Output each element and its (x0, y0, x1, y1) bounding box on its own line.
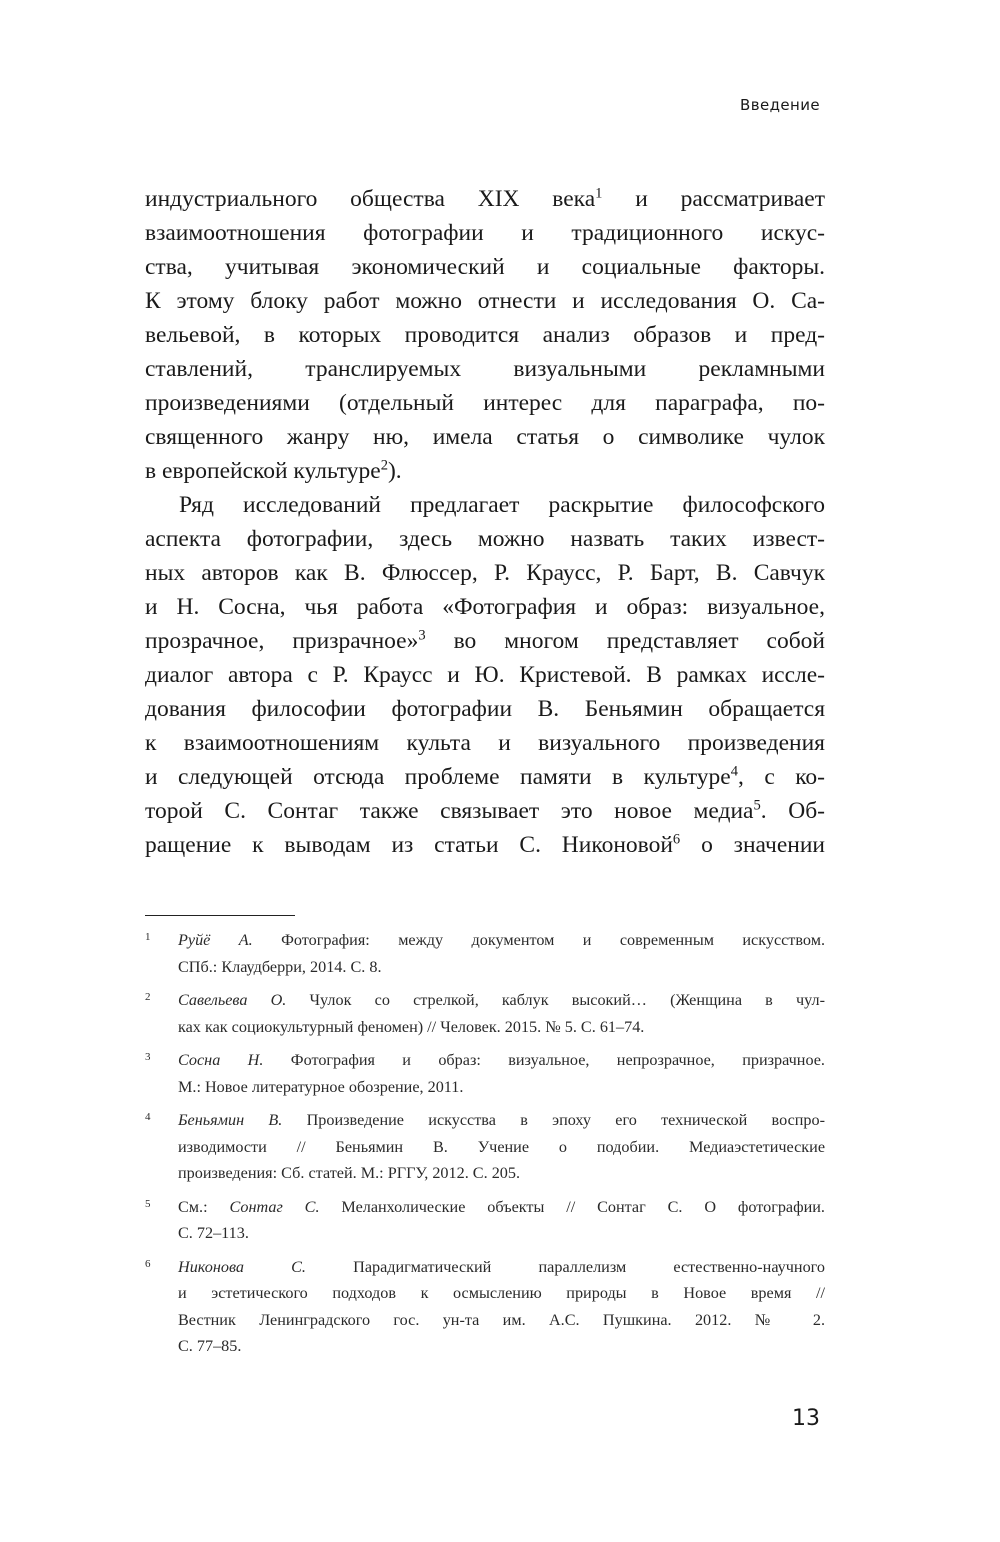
text-line: ства, учитывая экономический и социальные факторы. (145, 254, 825, 280)
text-line: дования философии фотографии В. Беньямин обращается (145, 696, 825, 722)
paragraph (145, 182, 825, 488)
text-line: священного жанру ню, имела статья о символике чулок (145, 424, 825, 450)
footnote-ref-3[interactable]: 3 (418, 627, 426, 644)
text-line: диалог автора с Р. Краусс и Ю. Кристевой. В рамках иссле- (145, 662, 825, 688)
page-number: 13 (792, 1406, 820, 1431)
footnote-line: произведения: Сб. статей. М.: РГГУ, 2012. С. 205. (178, 1164, 521, 1182)
main-text (145, 182, 825, 862)
footnote-line: СПб.: Клаудберри, 2014. С. 8. (178, 957, 382, 976)
footnote-4 (145, 1107, 825, 1187)
text-line: произведениями (отдельный интерес для параграфа, по- (145, 390, 825, 416)
footnote-author: Беньямин В. (178, 1111, 283, 1129)
text-line: ставлений, транслируемых визуальными рекламными (145, 356, 825, 382)
footnote-ref-5[interactable]: 5 (753, 797, 761, 814)
text-line: к взаимоотношениям культа и визуального произведения (145, 730, 825, 756)
footnote-author: Руйё А. (178, 931, 253, 949)
text-line: вельевой, в которых проводится анализ образов и пред- (145, 322, 825, 348)
footnote-number: 4 (145, 1111, 151, 1123)
footnote-line: С. 72–113. (178, 1224, 249, 1242)
footnote-line: ках как социокультурный феномен) // Человек. 2015. № 5. С. 61–74. (178, 1017, 645, 1036)
footnote-1 (145, 927, 825, 980)
footnote-line: С. 77–85. (178, 1337, 242, 1355)
footnote-6 (145, 1254, 825, 1360)
running-head: Введение (740, 96, 820, 114)
footnote-author: Сосна Н. (178, 1051, 264, 1069)
footnote-line: Савельева О. Чулок со стрелкой, каблук высокий… (Женщина в чул- (178, 991, 825, 1009)
footnote-line: Руйё А. Фотография: между документом и современным искусством. (178, 931, 825, 949)
footnote-line: Никонова С. Парадигматический параллелизм естественно-научного (178, 1257, 825, 1276)
footnote-line: изводимости // Беньямин В. Учение о подобии. Медиаэстетические (178, 1137, 825, 1156)
footnote-line: и эстетического подходов к осмыслению природы в Новое время // (178, 1284, 825, 1302)
text-line: прозрачное, призрачное»$^3$ во многом представляет собой (145, 627, 825, 654)
footnote-number: 1 (145, 931, 151, 943)
footnote-2 (145, 987, 825, 1040)
text-line: К этому блоку работ можно отнести и исследования О. Са- (145, 288, 825, 314)
footnote-author: Сонтаг С. (229, 1197, 320, 1216)
text-line: и следующей отсюда проблеме памяти в культуре$^4$, с ко- (145, 763, 825, 790)
footnote-line: Беньямин В. Произведение искусства в эпоху его технической воспро- (178, 1111, 825, 1129)
footnote-number: 6 (145, 1257, 151, 1270)
footnote-ref-1[interactable]: 1 (595, 185, 603, 202)
text-line: ращение к выводам из статьи С. Никоновой$^6$ о значении (145, 831, 826, 858)
footnote-number: 3 (145, 1051, 151, 1063)
footnote-divider (145, 915, 295, 916)
text-line: взаимоотношения фотографии и традиционного искус- (145, 220, 825, 246)
text-line: и Н. Сосна, чья работа «Фотография и образ: визуальное, (145, 594, 825, 620)
footnote-number: 2 (145, 991, 151, 1003)
text-line: аспекта фотографии, здесь можно назвать таких извест- (145, 526, 825, 552)
footnote-5 (145, 1194, 825, 1247)
text-line: торой С. Сонтаг также связывает это новое медиа$^5$. Об- (145, 797, 826, 824)
footnote-line: Вестник Ленинградского гос. ун-та им. А.С. Пушкина. 2012. № 2. (178, 1310, 825, 1329)
footnote-3 (145, 1047, 825, 1100)
footnote-ref-6[interactable]: 6 (672, 831, 681, 848)
footnote-line: М.: Новое литературное обозрение, 2011. (178, 1077, 464, 1096)
footnote-ref-2[interactable]: 2 (380, 457, 388, 474)
footnotes (145, 927, 825, 1367)
text-line: ных авторов как В. Флюссер, Р. Краусс, Р. Барт, В. Савчук (145, 560, 825, 586)
footnote-line: См.: Сонтаг С. Меланхолические объекты // Сонтаг С. О фотографии. (178, 1197, 825, 1216)
text-line: в европейской культуре$^2$). (145, 457, 402, 484)
footnote-ref-4[interactable]: 4 (730, 763, 739, 780)
footnote-line: Сосна Н. Фотография и образ: визуальное, непрозрачное, призрачное. (178, 1051, 825, 1069)
text-line: Ряд исследований предлагает раскрытие философского (179, 492, 825, 518)
footnote-author: Никонова С. (178, 1257, 306, 1276)
footnote-author: Савельева О. (178, 991, 287, 1009)
text-line: индустриального общества XIX века$^1$ и рассматривает (145, 185, 826, 212)
paragraph (145, 488, 825, 862)
footnote-number: 5 (145, 1197, 151, 1210)
